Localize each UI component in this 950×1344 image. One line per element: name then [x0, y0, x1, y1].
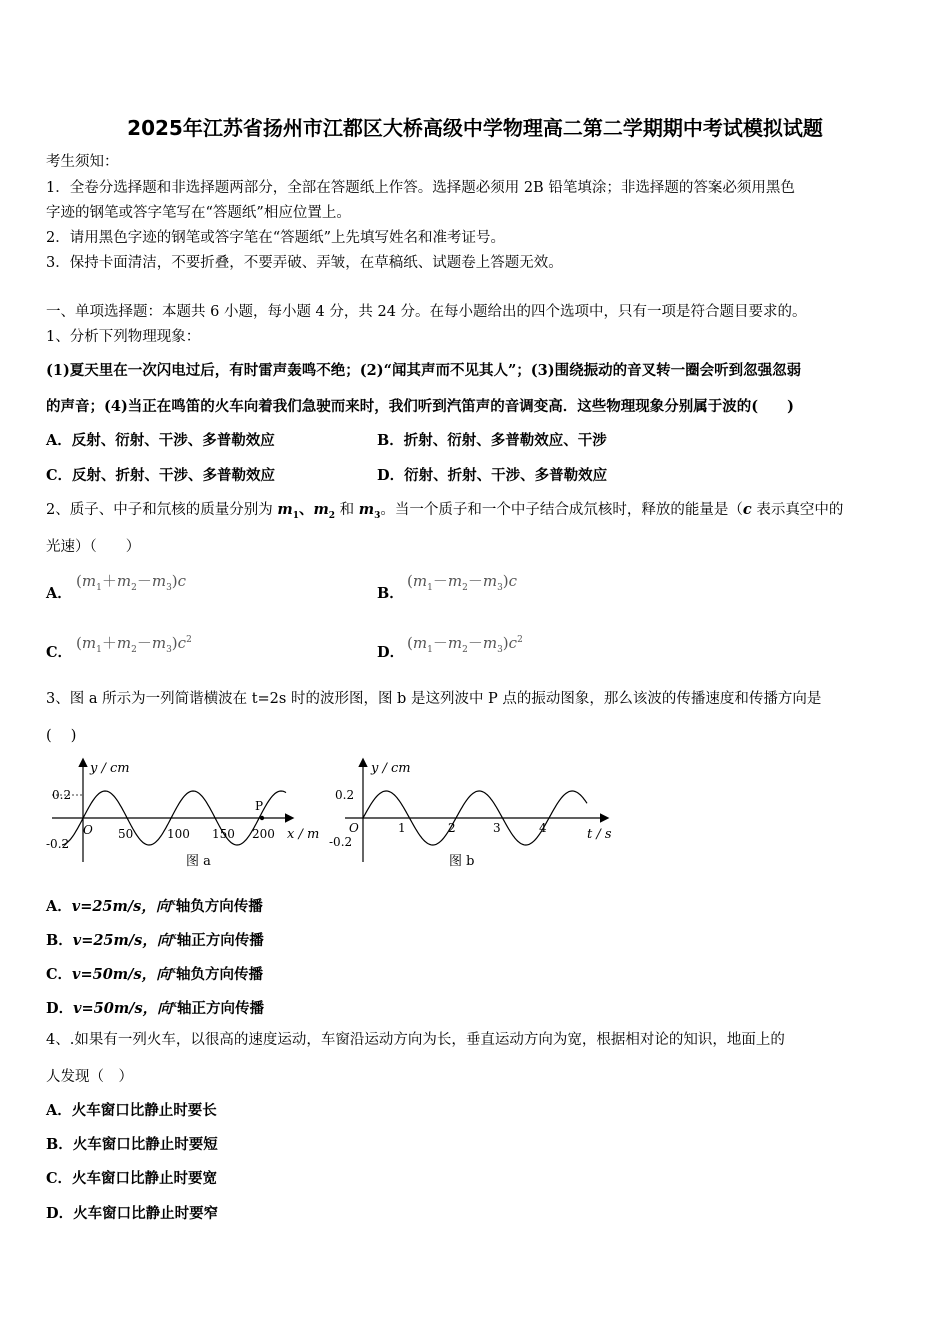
q4-option-d: D．火车窗口比静止时要窄 [46, 1205, 219, 1222]
q2-line2: 光速）（ ） [46, 539, 141, 555]
fig-b-top-label: 0.2 [335, 788, 355, 802]
fig-a-origin: O [83, 823, 93, 837]
q1-line2: 的声音；(4)当正在鸣笛的火车向着我们急驶而来时，我们听到汽笛声的音调变高．这些物理现象分别属于波的( ) [46, 398, 795, 415]
q3-option-a-tail: 轴负方向传播 [175, 897, 263, 915]
fig-b-ylabel: y / cm [371, 761, 411, 776]
fig-a-top-label: 0.2 [52, 788, 72, 802]
q3-option-c-text: v=50m/s，向 [72, 965, 171, 983]
q2-option-c-formula: $(m_1+m_2-m_3)c^2$ [76, 634, 192, 655]
fig-a-point-label: P [255, 799, 264, 813]
fig-a-tick-2: 100 [167, 827, 190, 841]
notice-item-1-cont: 字迹的钢笔或答字笔写在“答题纸”相应位置上。 [46, 205, 351, 221]
fig-b-tick-4: 4 [539, 821, 547, 835]
q2-option-d-formula: $(m_1-m_2-m_3)c^2$ [407, 634, 523, 655]
section-heading: 一、单项选择题：本题共 6 小题，每小题 4 分，共 24 分。在每小题给出的四个选项中，只有一项是符合题目要求的。 [46, 304, 807, 320]
q1-stem: 1、分析下列物理现象： [46, 329, 201, 345]
x-symbol: x [171, 932, 177, 942]
x-symbol: x [170, 966, 176, 976]
exam-title: 2025年江苏省扬州市江都区大桥高级中学物理高二第二学期期中考试模拟试题 [127, 116, 823, 140]
q3-option-c: C．v=50m/s，向$^x$轴负方向传播 [46, 965, 263, 983]
q2-option-b-label: B． [377, 585, 404, 602]
q3-option-a-text: v=25m/s，向 [71, 897, 171, 915]
q3-option-b-tail: 轴正方向传播 [176, 931, 264, 949]
fig-a-ylabel: y / cm [90, 761, 130, 776]
fig-b-tick-2: 2 [448, 821, 456, 835]
notice-heading: 考生须知： [46, 154, 119, 170]
q4-line1: 4、.如果有一列火车，以很高的速度运动，车窗沿运动方向为长，垂直运动方向为宽，根据相对论的知识，地面上的 [46, 1032, 785, 1048]
fig-b-xlabel: t / s [587, 827, 612, 842]
fig-b-bottom-label: -0.2 [329, 835, 353, 849]
fig-a-tick-1: 50 [118, 827, 134, 841]
q3-option-b-text: v=25m/s，向 [72, 931, 172, 949]
fig-a-tick-4: 200 [252, 827, 275, 841]
q1-option-d: D．衍射、折射、干涉、多普勒效应 [377, 467, 608, 484]
q1-option-a: A．反射、衍射、干涉、多普勒效应 [46, 432, 275, 449]
q2-line1: 2、质子、中子和氘核的质量分别为 $m_1$、$m_2$ 和 $m_3$。当一个质子和一个中子结合成氘核时，释放的能量是（c 表示真空中的 [46, 501, 844, 521]
q3-option-d-tail: 轴正方向传播 [177, 999, 265, 1017]
q2-line1-b: 。当一个质子和一个中子结合成氘核时，释放的能量是（ [380, 502, 743, 518]
x-symbol: x [171, 1000, 178, 1010]
fig-a-xlabel: x / m [287, 827, 320, 842]
q2-line1-c: 表示真空中的 [751, 502, 844, 518]
q2-line1-a: 2、质子、中子和氘核的质量分别为 [46, 502, 278, 518]
q2-option-c-label: C． [46, 644, 73, 661]
q1-option-b: B．折射、衍射、多普勒效应、干涉 [377, 432, 607, 449]
q3-option-d: D．v=50m/s，向$^x$轴正方向传播 [46, 999, 265, 1017]
fig-b-tick-1: 1 [398, 821, 406, 835]
q1-line1: (1)夏天里在一次闪电过后，有时雷声轰鸣不绝；(2)“闻其声而不见其人”；(3)围绕振动的音叉转一圈会听到忽强忽弱 [46, 362, 802, 379]
q1-option-c: C．反射、折射、干涉、多普勒效应 [46, 467, 276, 484]
q3-line2: ( ) [46, 728, 77, 744]
q2-option-b-formula: $(m_1-m_2-m_3)c$ [407, 572, 518, 593]
figure-a-wave-graph [40, 752, 330, 880]
fig-b-caption: 图 b [449, 854, 475, 869]
q3-option-c-tail: 轴负方向传播 [175, 965, 263, 983]
fig-b-tick-3: 3 [493, 821, 501, 835]
fig-a-caption: 图 a [186, 854, 211, 869]
q4-option-b: B．火车窗口比静止时要短 [46, 1136, 218, 1153]
figure-b-vibration-graph [325, 752, 615, 880]
q2-option-d-label: D． [377, 644, 405, 661]
q3-option-a: A．v=25m/s，向$^x$轴负方向传播 [46, 897, 263, 915]
fig-a-tick-3: 150 [212, 827, 235, 841]
q3-option-b: B．v=25m/s，向$^x$轴正方向传播 [46, 931, 264, 949]
q3-option-d-text: v=50m/s，向 [73, 999, 172, 1017]
q4-option-c: C．火车窗口比静止时要宽 [46, 1170, 218, 1187]
fig-a-point-p [260, 816, 264, 820]
fig-b-origin: O [349, 821, 359, 835]
q2-option-a-label: A． [46, 585, 72, 602]
notice-item-3: 3．保持卡面清洁，不要折叠，不要弄破、弄皱，在草稿纸、试题卷上答题无效。 [46, 255, 563, 271]
x-symbol: x [170, 898, 176, 908]
notice-item-2: 2．请用黑色字迹的钢笔或答字笔在“答题纸”上先填写姓名和准考证号。 [46, 230, 506, 246]
fig-a-bottom-label: -0.2 [46, 837, 70, 851]
q4-option-a: A．火车窗口比静止时要长 [46, 1102, 217, 1119]
notice-item-1: 1．全卷分选择题和非选择题两部分，全部在答题纸上作答。选择题必须用 2B 铅笔填涂；非选择题的答案必须用黑色 [46, 180, 795, 196]
q3-line1: 3、图 a 所示为一列简谐横波在 t=2s 时的波形图，图 b 是这列波中 P 点的振动图象，那么该波的传播速度和传播方向是 [46, 691, 822, 707]
q4-line2: 人发现（ ） [46, 1069, 133, 1085]
q2-option-a-formula: $(m_1+m_2-m_3)c$ [76, 572, 187, 593]
